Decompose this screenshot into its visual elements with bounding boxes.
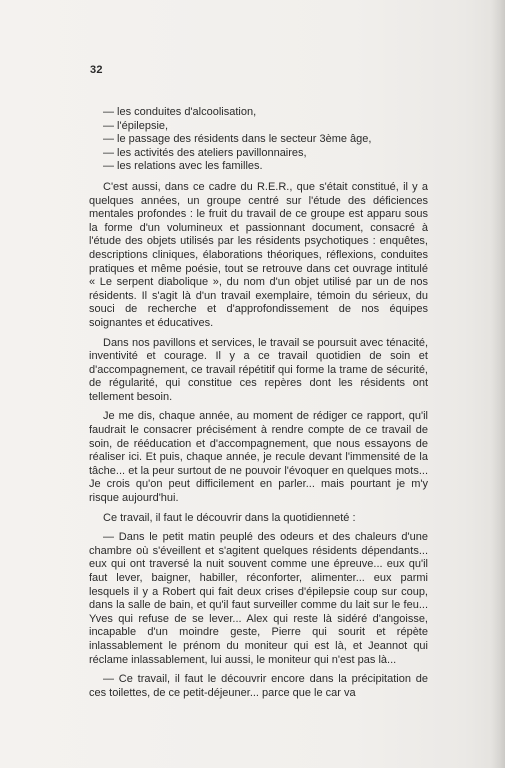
paragraph-rer-group: C'est aussi, dans ce cadre du R.E.R., que s'était constitué, il y a quelques années, un groupe centré sur l'étude des déficiences mentales profondes : le fruit du travail de ce groupe est apparu sous la forme d'un volumineux et passionnant document, consacré à l'étude des objets utilisés par les résidents psychotiques : enquêtes, descriptions cliniques, élaborations théoriques, réflexions, conduites pratiques et même poésie, tout se retrouve dans cet ouvrage intitulé « Le serpent diabolique », du nom d'un objet utilisé par un de nos résidents. Il s'agit là d'un travail exemplaire, témoin du sérieux, du souci de recherche et d'approfondissement de nos équipes soignantes et éducatives. [89, 180, 428, 329]
page-edge-shadow [491, 0, 505, 768]
bullet-item: — les activités des ateliers pavillonnaires, [103, 146, 307, 159]
paragraph-pavilions: Dans nos pavillons et services, le travail se poursuit avec ténacité, inventivité et courage. Il y a ce travail quotidien de soin et d'accompagnement, ce travail répétitif qui forme la trame de sécurité, de régularité, qui constitue ces repères dont les résidents ont tellement besoin. [89, 336, 428, 403]
bullet-list [89, 106, 428, 174]
page-body [89, 106, 428, 700]
paragraph-toilets-breakfast: — Ce travail, il faut le découvrir encore dans la précipitation de ces toilettes, de ce petit-déjeuner... parce que le car va [89, 673, 428, 699]
bullet-item: — l'épilepsie, [103, 119, 169, 132]
bullet-item: — les conduites d'alcoolisation, [103, 106, 257, 118]
bullet-item: — les relations avec les familles. [103, 160, 263, 173]
paragraph-daily-work-intro: Ce travail, il faut le découvrir dans la quotidienneté : [103, 511, 356, 524]
paragraph-annual-report: Je me dis, chaque année, au moment de rédiger ce rapport, qu'il faudrait le consacrer précisément à rendre compte de ce travail de soin, de rééducation et d'accompagnement, que nous essayons de réaliser ici. Et puis, chaque année, je recule devant l'immensité de la tâche... et la peur surtout de ne pouvoir l'évoquer en quelques mots... Je crois qu'on peut difficilement en parler... mais pourtant je m'y risque aujourd'hui. [89, 410, 428, 505]
bullet-item: — le passage des résidents dans le secteur 3ème âge, [103, 133, 372, 146]
page-number: 32 [90, 64, 103, 76]
paragraph-morning-scene: — Dans le petit matin peuplé des odeurs et des chaleurs d'une chambre où s'éveillent et s'agitent quelques résidents dépendants... eux qui ont traversé la nuit souvent comme une épreuve... eux qu'il faut lever, baigner, habiller, réconforter, alimenter... eux parmi lesquels il y a Robert qui fait deux crises d'épilepsie coup sur coup, dans la salle de bain, et qu'il faut surveiller comme du lait sur le feu... Yves qui refuse de se lever... Alex qui reste là sidéré d'angoisse, incapable d'un moindre geste, Pierre qui sourit et répète inlassablement le prénom du moniteur qui est là, et Jeannot qui réclame inlassablement, lui aussi, le moniteur qui n'est pas là... [89, 531, 428, 666]
